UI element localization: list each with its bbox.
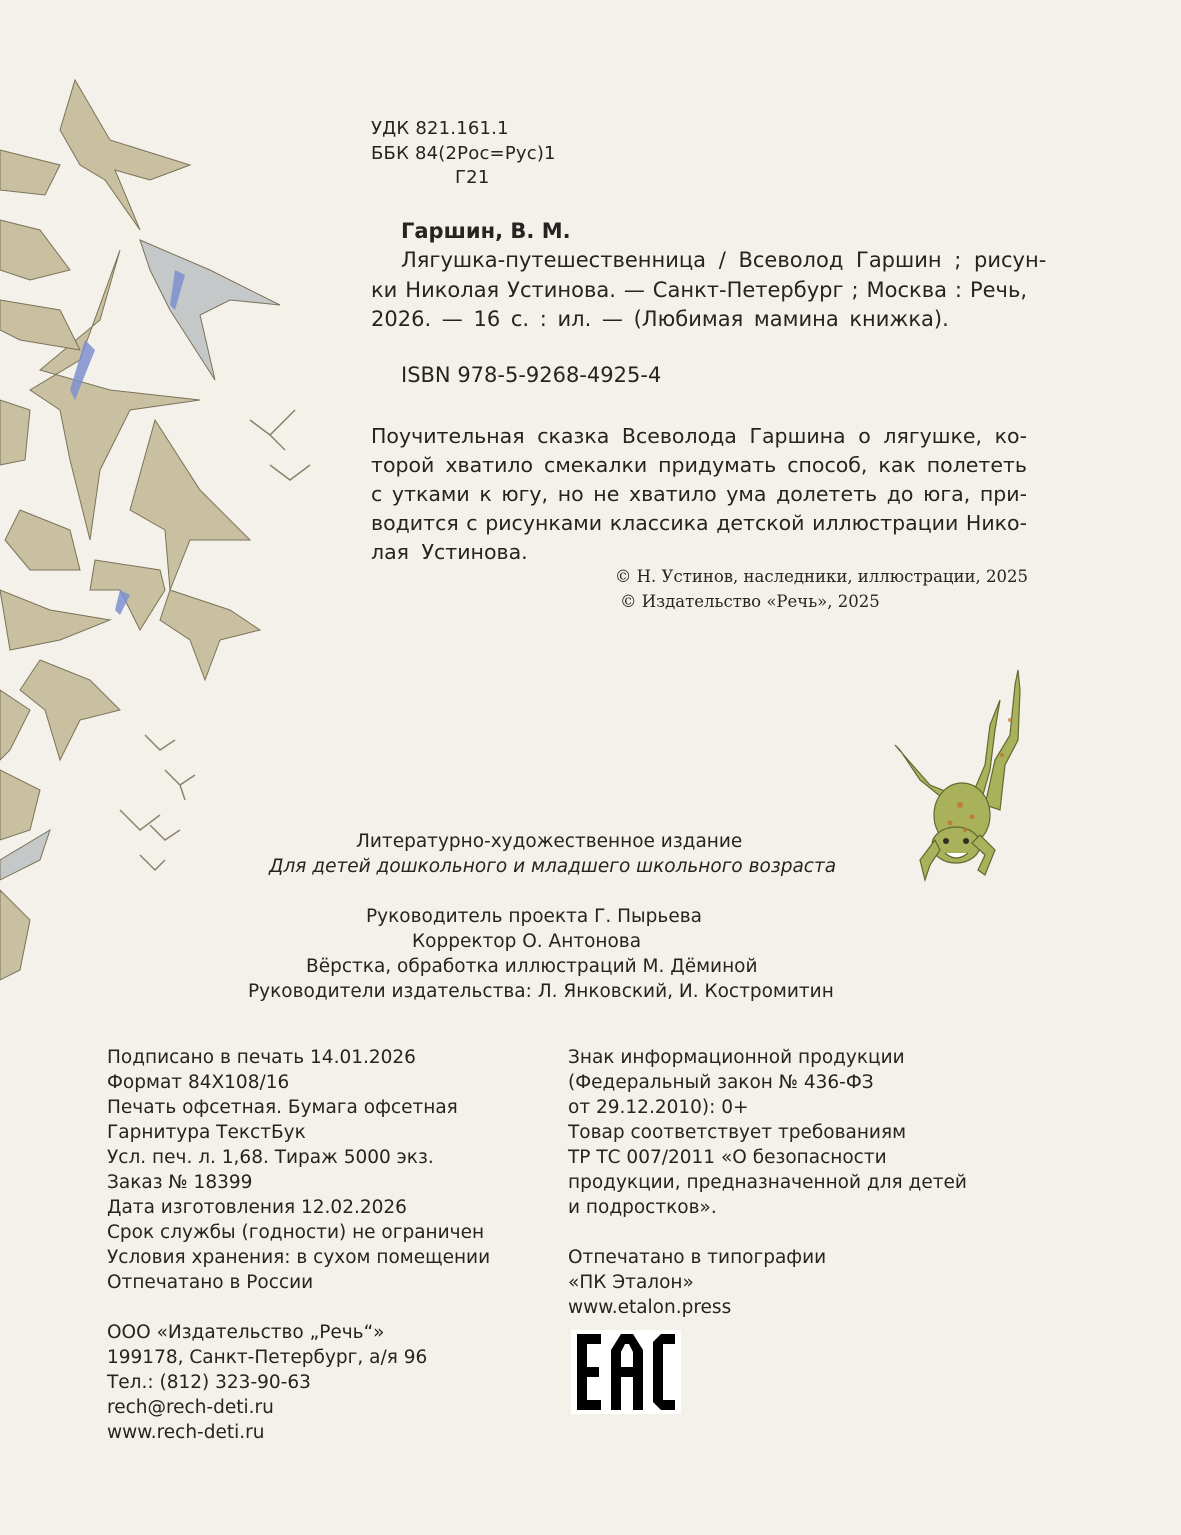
isbn: ISBN 978-5-9268-4925-4 xyxy=(401,363,662,387)
imprint-storage: Условия хранения: в сухом помещении xyxy=(107,1247,491,1268)
imprint-sheets: Усл. печ. л. 1,68. Тираж 5000 экз. xyxy=(107,1147,434,1168)
duck-2 xyxy=(0,150,60,195)
credit-project-lead: Руководитель проекта Г. Пырьева xyxy=(366,906,702,927)
publisher-name: ООО «Издательство „Речь“» xyxy=(107,1322,385,1343)
publisher-address: 199178, Санкт-Петербург, а/я 96 xyxy=(107,1347,428,1368)
abstract-line-2: торой хватило смекалки придумать способ, как полететь xyxy=(371,453,1027,477)
publisher-email[interactable]: rech@rech-deti.ru xyxy=(107,1397,274,1418)
compliance-line-3: продукции, предназначенной для детей xyxy=(568,1172,967,1193)
abstract-line-5: лая Устинова. xyxy=(371,540,528,564)
imprint-signed: Подписано в печать 14.01.2026 xyxy=(107,1047,416,1068)
copyright-publisher: © Издательство «Речь», 2025 xyxy=(620,592,880,611)
author-heading: Гаршин, В. М. xyxy=(401,219,571,243)
duck-3 xyxy=(140,240,280,380)
imprint-shelf-life: Срок службы (годности) не ограничен xyxy=(107,1222,485,1243)
duck-13 xyxy=(20,660,120,760)
biblio-line-1: Лягушка-путешественница / Всеволод Гаршин ; рисун- xyxy=(401,248,1047,272)
duck-17 xyxy=(0,890,30,980)
info-mark-line-1: Знак информационной продукции xyxy=(568,1047,905,1068)
info-mark-line-2: (Федеральный закон № 436-ФЗ xyxy=(568,1072,874,1093)
abstract-line-3: с утками к югу, но не хватило ума долететь до юга, при- xyxy=(371,482,1027,506)
biblio-line-3: 2026. — 16 с. : ил. — (Любимая мамина книжка). xyxy=(371,307,949,331)
duck-7 xyxy=(0,400,30,465)
compliance-line-2: ТР ТС 007/2011 «О безопасности xyxy=(568,1147,887,1168)
imprint-order: Заказ № 18399 xyxy=(107,1172,253,1193)
copyright-illustrations: © Н. Устинов, наследники, иллюстрации, 2025 xyxy=(614,567,1028,586)
flying-ducks-illustration xyxy=(0,70,330,990)
udk-index: УДК 821.161.1 xyxy=(371,118,509,139)
publisher-contacts xyxy=(107,1320,427,1445)
imprint-printing: Печать офсетная. Бумага офсетная xyxy=(107,1097,458,1118)
author-mark: Г21 xyxy=(455,167,490,188)
duck-11 xyxy=(160,590,260,680)
printer-info xyxy=(568,1245,826,1320)
credit-layout: Вёрстка, обработка иллюстраций М. Дёминой xyxy=(306,956,758,977)
duck-9 xyxy=(5,510,80,570)
imprint-typeface: Гарнитура ТекстБук xyxy=(107,1122,306,1143)
publisher-website[interactable]: www.rech-deti.ru xyxy=(107,1422,265,1443)
credit-publishers: Руководители издательства: Л. Янковский, И. Костромитин xyxy=(248,981,834,1002)
bbk-index: ББК 84(2Рос=Рус)1 xyxy=(371,143,556,164)
frog-illustration xyxy=(890,665,1030,895)
printer-label: Отпечатано в типографии xyxy=(568,1247,827,1268)
credit-proofreader: Корректор О. Антонова xyxy=(412,931,642,952)
compliance-line-1: Товар соответствует требованиям xyxy=(568,1122,907,1143)
duck-6 xyxy=(0,300,80,350)
duck-8 xyxy=(130,420,250,590)
imprint-left xyxy=(107,1045,490,1295)
duck-5 xyxy=(0,220,70,280)
info-mark-line-3: от 29.12.2010): 0+ xyxy=(568,1097,749,1118)
imprint-format: Формат 84Х108/16 xyxy=(107,1072,290,1093)
imprint-country: Отпечатано в России xyxy=(107,1272,314,1293)
printer-name: «ПК Эталон» xyxy=(568,1272,694,1293)
duck-15 xyxy=(0,770,40,840)
duck-1 xyxy=(60,80,190,230)
edition-audience: Для детей дошкольного и младшего школьного возраста xyxy=(269,856,837,877)
printer-website[interactable]: www.etalon.press xyxy=(568,1297,732,1318)
biblio-line-2: ки Николая Устинова. — Санкт-Петербург ; Москва : Речь, xyxy=(371,278,1027,302)
publisher-phone: Тел.: (812) 323-90-63 xyxy=(107,1372,311,1393)
edition-type: Литературно-художественное издание xyxy=(356,831,743,852)
abstract-line-1: Поучительная сказка Всеволода Гаршина о лягушке, ко- xyxy=(371,424,1027,448)
abstract-line-4: водится с рисунками классика детской иллюстрации Нико- xyxy=(371,511,1027,535)
duck-14 xyxy=(0,690,30,760)
eac-conformity-mark-icon xyxy=(571,1330,681,1414)
duck-12 xyxy=(0,590,110,650)
compliance-line-4: и подростков». xyxy=(568,1197,717,1218)
imprint-right xyxy=(568,1045,967,1220)
imprint-made-date: Дата изготовления 12.02.2026 xyxy=(107,1197,407,1218)
